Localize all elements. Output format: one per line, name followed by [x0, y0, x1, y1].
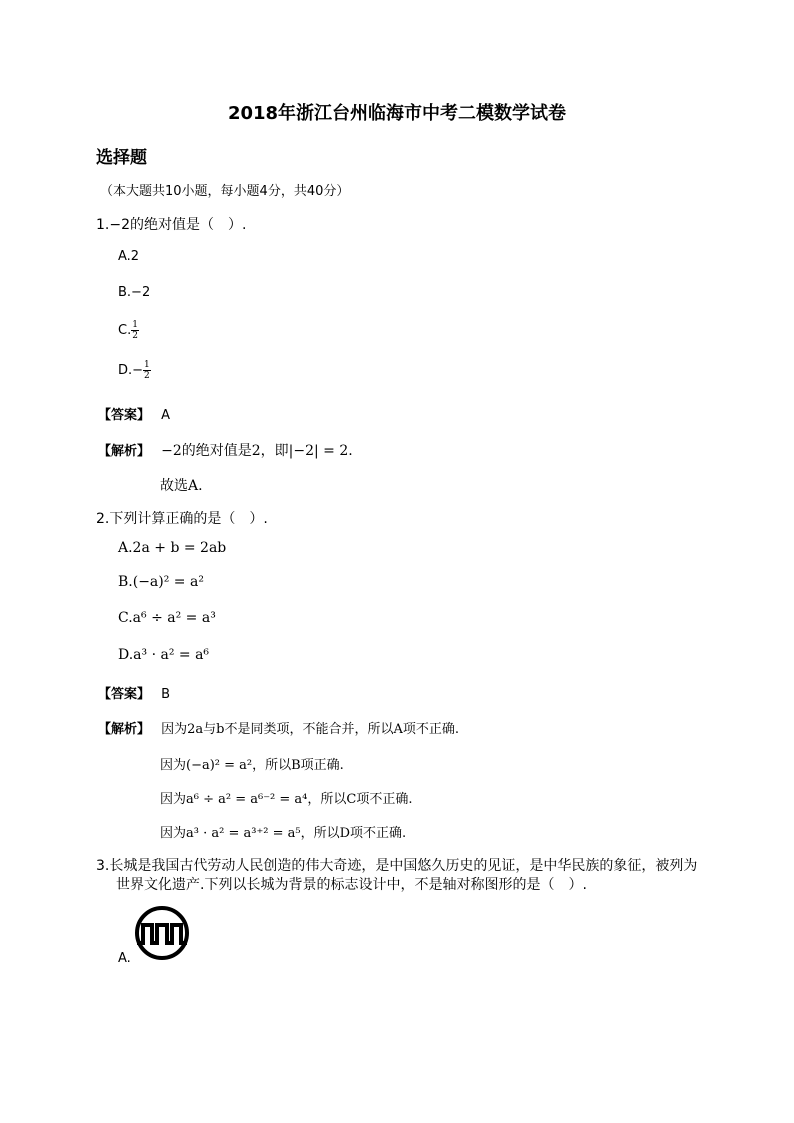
- question-1-analysis: [98, 440, 353, 460]
- question-1-answer: [98, 404, 170, 423]
- question-1-option-c: [118, 320, 139, 341]
- fraction-one-half: $\frac{1}{2}$: [132, 320, 138, 341]
- answer-tag: 【答案】: [98, 408, 151, 423]
- question-1-option-a: A.2: [118, 249, 140, 264]
- analysis-line: 因为2a与b不是同类项，不能合并，所以A项不正确.: [161, 722, 459, 737]
- question-2-option-d: D.a³ · a² = a⁶: [118, 647, 210, 663]
- page-title: 2018年浙江台州临海市中考二模数学试卷: [227, 103, 567, 124]
- question-2-option-c: C.a⁶ ÷ a² = a³: [118, 610, 216, 626]
- question-3-stem-line1: 3.长城是我国古代劳动人民创造的伟大奇迹，是中国悠久历史的见证，是中华民族的象征，被列为: [96, 858, 698, 874]
- question-1-option-b: B.−2: [118, 285, 151, 300]
- analysis-line: −2的绝对值是2，即|−2| = 2.: [161, 443, 353, 459]
- analysis-line: 故选A.: [160, 478, 203, 494]
- analysis-line: 因为a³ · a² = a³⁺² = a⁵，所以D项不正确.: [160, 826, 407, 841]
- analysis-tag: 【解析】: [98, 722, 151, 737]
- question-1-option-d: [118, 360, 151, 381]
- question-2-option-a: A.2a + b = 2ab: [118, 540, 227, 556]
- section-note: （本大题共10小题，每小题4分，共40分）: [100, 184, 350, 199]
- question-1-stem: 1.−2的绝对值是（ ）.: [96, 217, 247, 233]
- question-2-option-b: B.(−a)² = a²: [118, 574, 204, 590]
- great-wall-logo-icon: [134, 905, 190, 961]
- question-2-analysis: [98, 718, 459, 737]
- question-3-stem-line2: 世界文化遗产.下列以长城为背景的标志设计中，不是轴对称图形的是（ ）.: [116, 877, 587, 893]
- section-heading: 选择题: [96, 148, 147, 168]
- question-2-answer: [98, 683, 170, 702]
- option-d-label: D.−: [118, 363, 144, 378]
- fraction-neg-one-half: $\frac{1}{2}$: [144, 360, 150, 381]
- question-2-stem: 2.下列计算正确的是（ ）.: [96, 511, 268, 527]
- answer-value: A: [161, 408, 171, 423]
- option-c-label: C.: [118, 323, 132, 338]
- answer-tag: 【答案】: [98, 687, 151, 702]
- analysis-tag: 【解析】: [98, 444, 151, 459]
- analysis-line: 因为(−a)² = a²，所以B项正确.: [160, 758, 344, 773]
- question-3-option-a: A.: [118, 951, 131, 966]
- analysis-line: 因为a⁶ ÷ a² = a⁶⁻² = a⁴，所以C项不正确.: [160, 792, 413, 807]
- answer-value: B: [161, 687, 171, 702]
